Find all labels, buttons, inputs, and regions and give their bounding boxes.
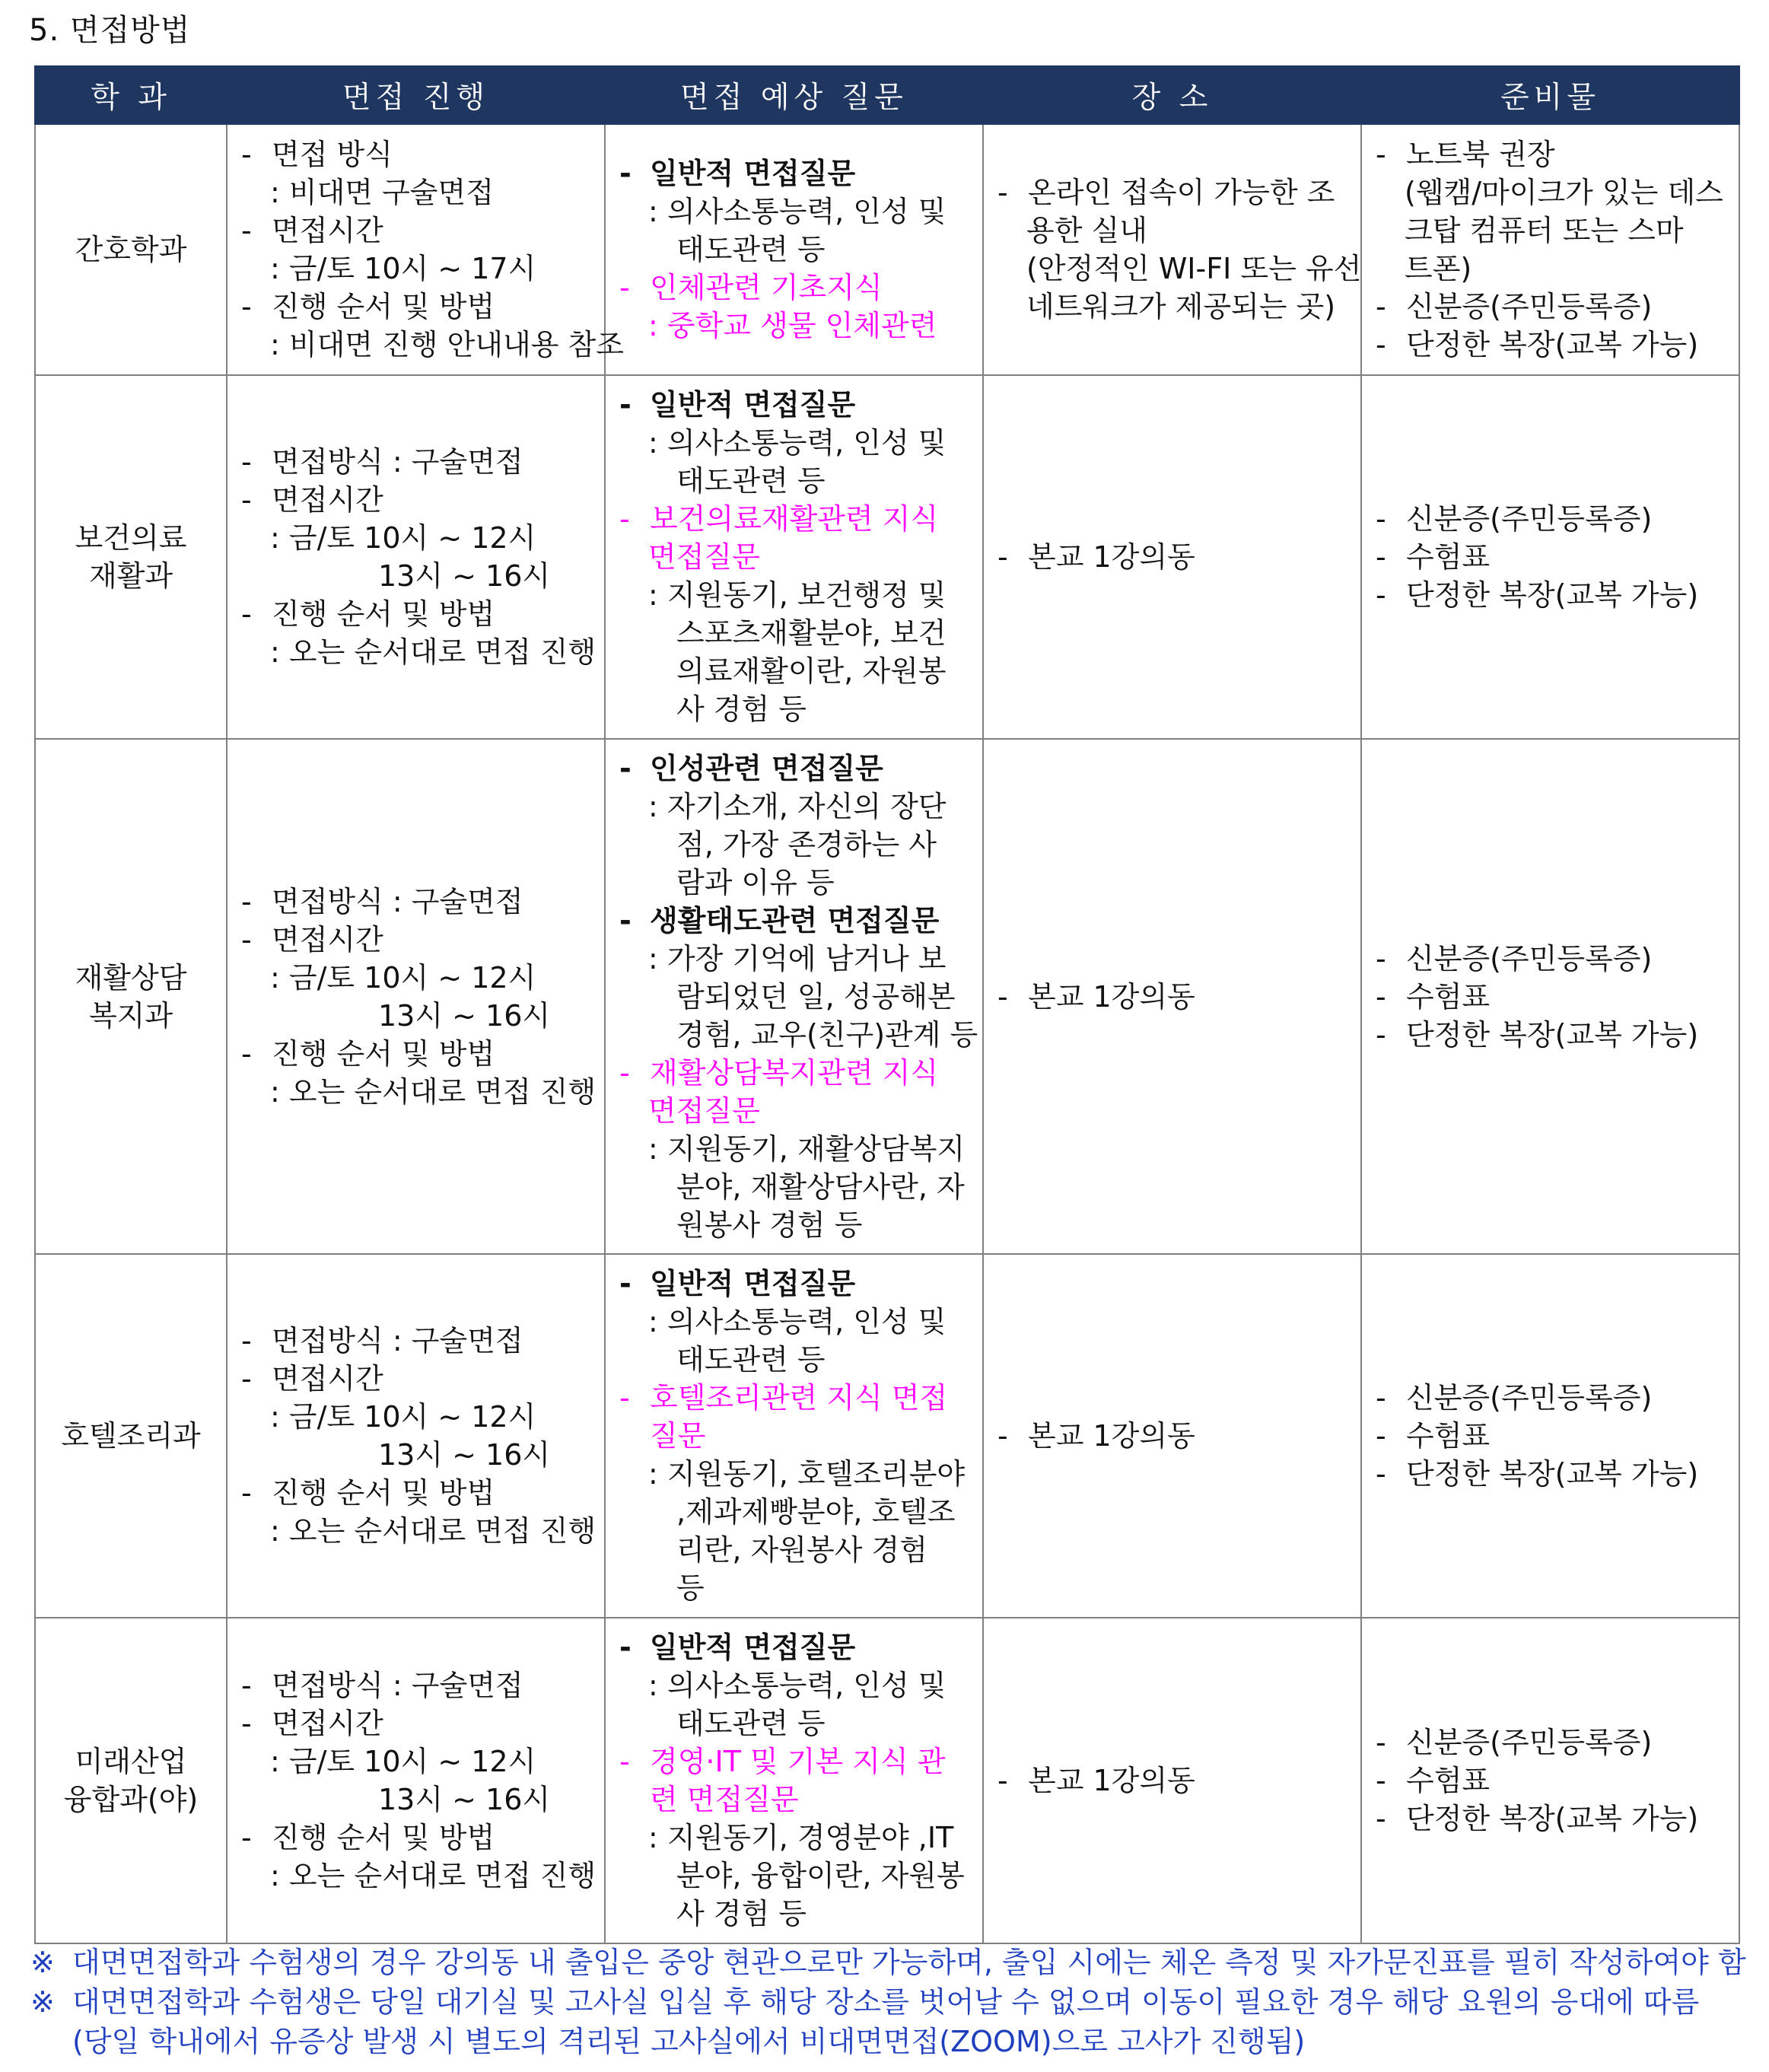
progress-cell [227, 1618, 605, 1943]
progress-cell-line: 13시 ~ 16시 [378, 1783, 551, 1816]
questions-cell-line: - 일반적 면접질문 [619, 154, 969, 193]
dept-name: 미래산업 [75, 1745, 187, 1778]
items-cell-line: - 신분증(주민등록증) [1376, 288, 1725, 326]
dept-name: 호텔조리과 [61, 1419, 201, 1453]
progress-cell [227, 1254, 605, 1618]
section-title: 5. 면접방법 [29, 13, 191, 48]
header-questions: 면접 예상 질문 [605, 66, 983, 124]
questions-cell-line: 점, 가장 존경하는 사 [676, 827, 937, 861]
progress-cell-line: : 금/토 10시 ~ 17시 [270, 252, 536, 285]
progress-cell-line: : 금/토 10시 ~ 12시 [270, 521, 536, 555]
questions-cell-line: - 생활태도관련 면접질문 [619, 902, 969, 940]
items-cell-line: - 신분증(주민등록증) [1376, 1723, 1725, 1762]
progress-cell [227, 739, 605, 1254]
questions-cell-line: : 지원동기, 재활상담복지 [648, 1131, 966, 1166]
questions-cell-line: - 재활상담복지관련 지식 [619, 1054, 969, 1092]
items-cell-line: - 수험표 [1376, 1762, 1725, 1800]
progress-cell-line: - 면접 방식 [241, 135, 590, 173]
questions-cell-line: 스포츠재활분야, 보건 [676, 616, 947, 650]
progress-cell-line: - 진행 순서 및 방법 [241, 1474, 590, 1512]
progress-cell-line: - 면접방식 : 구술면접 [241, 883, 590, 921]
place-cell-line: - 온라인 접속이 가능한 조 [997, 173, 1347, 212]
questions-cell-line: : 의사소통능력, 인성 및 [648, 1669, 947, 1702]
questions-cell [605, 1254, 983, 1618]
dept-cell [35, 739, 227, 1254]
questions-cell-line: 람과 이유 등 [676, 865, 835, 899]
questions-cell-line: 사 경험 등 [676, 1897, 807, 1930]
header-progress: 면접 진행 [227, 66, 605, 124]
questions-cell [605, 124, 983, 375]
place-cell [983, 1618, 1361, 1943]
questions-cell-line: 질문 [650, 1419, 706, 1453]
items-cell-line: - 단정한 복장(교복 가능) [1376, 326, 1725, 364]
note-text: 대면면접학과 수험생은 당일 대기실 및 고사실 입실 후 해당 장소를 벗어날 수 없으며 이동이 필요한 경우 해당 요원의 응대에 따름 [72, 1985, 1700, 2019]
progress-cell-line: : 오는 순서대로 면접 진행 [270, 1514, 597, 1548]
questions-cell-line: 람되었던 일, 성공해본 [676, 979, 956, 1014]
questions-cell-line: ,제과제빵분야, 호텔조 [676, 1495, 956, 1529]
items-cell-line: - 수험표 [1376, 1417, 1725, 1455]
place-cell-line: (안정적인 WI-FI 또는 유선 [1026, 252, 1362, 285]
dept-name: 보건의료 [75, 521, 187, 555]
progress-cell-line: - 면접방식 : 구술면접 [241, 443, 590, 481]
items-cell-line: - 신분증(주민등록증) [1376, 500, 1725, 538]
progress-cell-line: : 비대면 구술면접 [270, 176, 494, 209]
questions-cell-line: : 자기소개, 자신의 장단 [648, 789, 947, 823]
questions-cell-line: - 일반적 면접질문 [619, 1265, 969, 1303]
questions-cell-line: : 의사소통능력, 인성 및 [648, 426, 947, 460]
items-cell [1361, 375, 1739, 739]
table-row [35, 1254, 1739, 1618]
items-cell [1361, 739, 1739, 1254]
header-dept: 학 과 [35, 66, 227, 124]
items-cell-line: - 단정한 복장(교복 가능) [1376, 1016, 1725, 1054]
header-row [35, 66, 1739, 124]
progress-cell-line: - 진행 순서 및 방법 [241, 1819, 590, 1857]
table-row [35, 739, 1739, 1254]
dept-name: 재활상담 [75, 960, 187, 995]
progress-cell-line: - 면접시간 [241, 1704, 590, 1743]
progress-cell-line: - 면접시간 [241, 1360, 590, 1398]
progress-cell-line: 13시 ~ 16시 [378, 559, 551, 593]
questions-cell-line: 리란, 자원봉사 경험 [676, 1533, 927, 1567]
items-cell-line: - 노트북 권장 [1376, 135, 1725, 173]
progress-cell-line: - 면접방식 : 구술면접 [241, 1666, 590, 1704]
progress-cell-line: - 진행 순서 및 방법 [241, 288, 590, 326]
table-row [35, 124, 1739, 375]
progress-cell-line: - 면접시간 [241, 212, 590, 250]
place-cell-line: 용한 실내 [1026, 214, 1147, 247]
place-cell-line: - 본교 1강의동 [997, 1762, 1347, 1800]
questions-cell [605, 739, 983, 1254]
progress-cell-line: : 금/토 10시 ~ 12시 [270, 960, 536, 995]
progress-cell-line: - 진행 순서 및 방법 [241, 1035, 590, 1073]
items-cell-line: - 단정한 복장(교복 가능) [1376, 1455, 1725, 1493]
place-cell-line: - 본교 1강의동 [997, 538, 1347, 576]
questions-cell-line: 원봉사 경험 등 [676, 1208, 863, 1242]
progress-cell-line: 13시 ~ 16시 [378, 998, 551, 1033]
questions-cell-line: 태도관련 등 [676, 464, 826, 498]
questions-cell-line: 분야, 재활상담사란, 자 [676, 1170, 965, 1204]
questions-cell-line: 면접질문 [648, 1093, 760, 1128]
progress-cell-line: : 오는 순서대로 면접 진행 [270, 635, 597, 669]
progress-cell [227, 124, 624, 375]
items-cell-line: - 단정한 복장(교복 가능) [1376, 1800, 1725, 1838]
questions-cell-line: - 보건의료재활관련 지식 [619, 500, 969, 538]
items-cell [1361, 1254, 1739, 1618]
items-cell-line: (웹캠/마이크가 있는 데스 [1405, 176, 1723, 209]
interview-method-table [34, 65, 1740, 1944]
questions-cell-line: 분야, 융합이란, 자원봉 [676, 1859, 965, 1892]
items-cell-line: 트폰) [1405, 252, 1472, 285]
progress-cell-line: - 면접방식 : 구술면접 [241, 1322, 590, 1360]
questions-cell-line: 태도관련 등 [676, 1707, 826, 1740]
reference-mark-icon: ※ [30, 1946, 55, 1979]
questions-cell-line: 련 면접질문 [650, 1783, 799, 1816]
header-place: 장 소 [983, 66, 1361, 124]
progress-cell-line: : 금/토 10시 ~ 12시 [270, 1400, 536, 1434]
questions-cell-line: - 일반적 면접질문 [619, 1628, 969, 1666]
progress-cell [227, 375, 605, 739]
questions-cell-line: - 호텔조리관련 지식 면접 [619, 1379, 969, 1417]
questions-cell-line: - 일반적 면접질문 [619, 386, 969, 424]
questions-cell-line: - 인성관련 면접질문 [619, 750, 969, 788]
note-line [30, 2022, 1739, 2061]
questions-cell [605, 375, 983, 739]
note-text: 대면면접학과 수험생의 경우 강의동 내 출입은 중앙 현관으로만 가능하며, 출입 시에는 체온 측정 및 자가문진표를 필히 작성하여야 함 [72, 1946, 1746, 1979]
note-line [30, 1943, 1746, 1982]
note-line [30, 1982, 1739, 2022]
questions-cell-line: - 경영·IT 및 기본 지식 관 [619, 1743, 969, 1781]
place-cell [983, 1254, 1361, 1618]
progress-cell-line: - 면접시간 [241, 921, 590, 959]
place-cell [983, 124, 1361, 375]
questions-cell-line: : 의사소통능력, 인성 및 [648, 1305, 947, 1338]
table-row [35, 375, 1739, 739]
questions-cell-line: 태도관련 등 [676, 233, 826, 266]
dept-cell [35, 375, 227, 739]
place-cell [983, 739, 1361, 1254]
items-cell [1361, 1618, 1739, 1943]
items-cell [1361, 124, 1739, 375]
questions-cell-line: 경험, 교우(친구)관계 등 [676, 1017, 978, 1052]
questions-cell [605, 1618, 983, 1943]
progress-cell-line: 13시 ~ 16시 [378, 1438, 551, 1472]
dept-cell [35, 124, 227, 375]
note-text: (당일 학내에서 유증상 발생 시 별도의 격리된 고사실에서 비대면면접(ZOOM)으로 고사가 진행됨) [72, 2025, 1306, 2058]
dept-cell [35, 1254, 227, 1618]
items-cell-line: - 단정한 복장(교복 가능) [1376, 576, 1725, 614]
questions-cell-line: 등 [676, 1571, 705, 1605]
questions-cell-line: : 지원동기, 호텔조리분야 [648, 1457, 966, 1491]
questions-cell-line: - 인체관련 기초지식 [619, 269, 969, 307]
items-cell-line: - 신분증(주민등록증) [1376, 940, 1725, 978]
header-items: 준비물 [1361, 66, 1739, 124]
dept-name: 복지과 [88, 998, 173, 1033]
reference-mark-icon: ※ [30, 1985, 55, 2019]
place-cell-line: 네트워크가 제공되는 곳) [1026, 290, 1336, 323]
dept-name: 융합과(야) [63, 1783, 199, 1816]
notes [30, 1943, 1746, 2061]
progress-cell-line: : 비대면 진행 안내내용 참조 [270, 328, 624, 361]
place-cell-line: - 본교 1강의동 [997, 978, 1347, 1016]
items-cell-line: - 수험표 [1376, 538, 1725, 576]
dept-cell [35, 1618, 227, 1943]
place-cell-line: - 본교 1강의동 [997, 1417, 1347, 1455]
progress-cell-line: : 금/토 10시 ~ 12시 [270, 1745, 536, 1778]
items-cell-line: 크탑 컴퓨터 또는 스마 [1405, 214, 1684, 247]
questions-cell-line: : 의사소통능력, 인성 및 [648, 195, 947, 228]
table-row [35, 1618, 1739, 1943]
questions-cell-line: 의료재활이란, 자원봉 [676, 654, 947, 688]
progress-cell-line: : 오는 순서대로 면접 진행 [270, 1859, 597, 1892]
progress-cell-line: - 면접시간 [241, 481, 590, 519]
progress-cell-line: - 진행 순서 및 방법 [241, 595, 590, 633]
questions-cell-line: 면접질문 [648, 540, 760, 574]
questions-cell-line: 사 경험 등 [676, 692, 807, 726]
questions-cell-line: : 중학교 생물 인체관련 [648, 309, 937, 342]
items-cell-line: - 수험표 [1376, 978, 1725, 1016]
place-cell [983, 375, 1361, 739]
questions-cell-line: : 지원동기, 보건행정 및 [648, 578, 947, 612]
dept-name: 재활과 [88, 559, 173, 593]
dept-name: 간호학과 [75, 233, 187, 266]
questions-cell-line: 태도관련 등 [676, 1343, 826, 1377]
questions-cell-line: : 지원동기, 경영분야 ,IT [648, 1821, 954, 1854]
progress-cell-line: : 오는 순서대로 면접 진행 [270, 1074, 597, 1109]
items-cell-line: - 신분증(주민등록증) [1376, 1379, 1725, 1417]
questions-cell-line: : 가장 기억에 남거나 보 [648, 941, 947, 976]
